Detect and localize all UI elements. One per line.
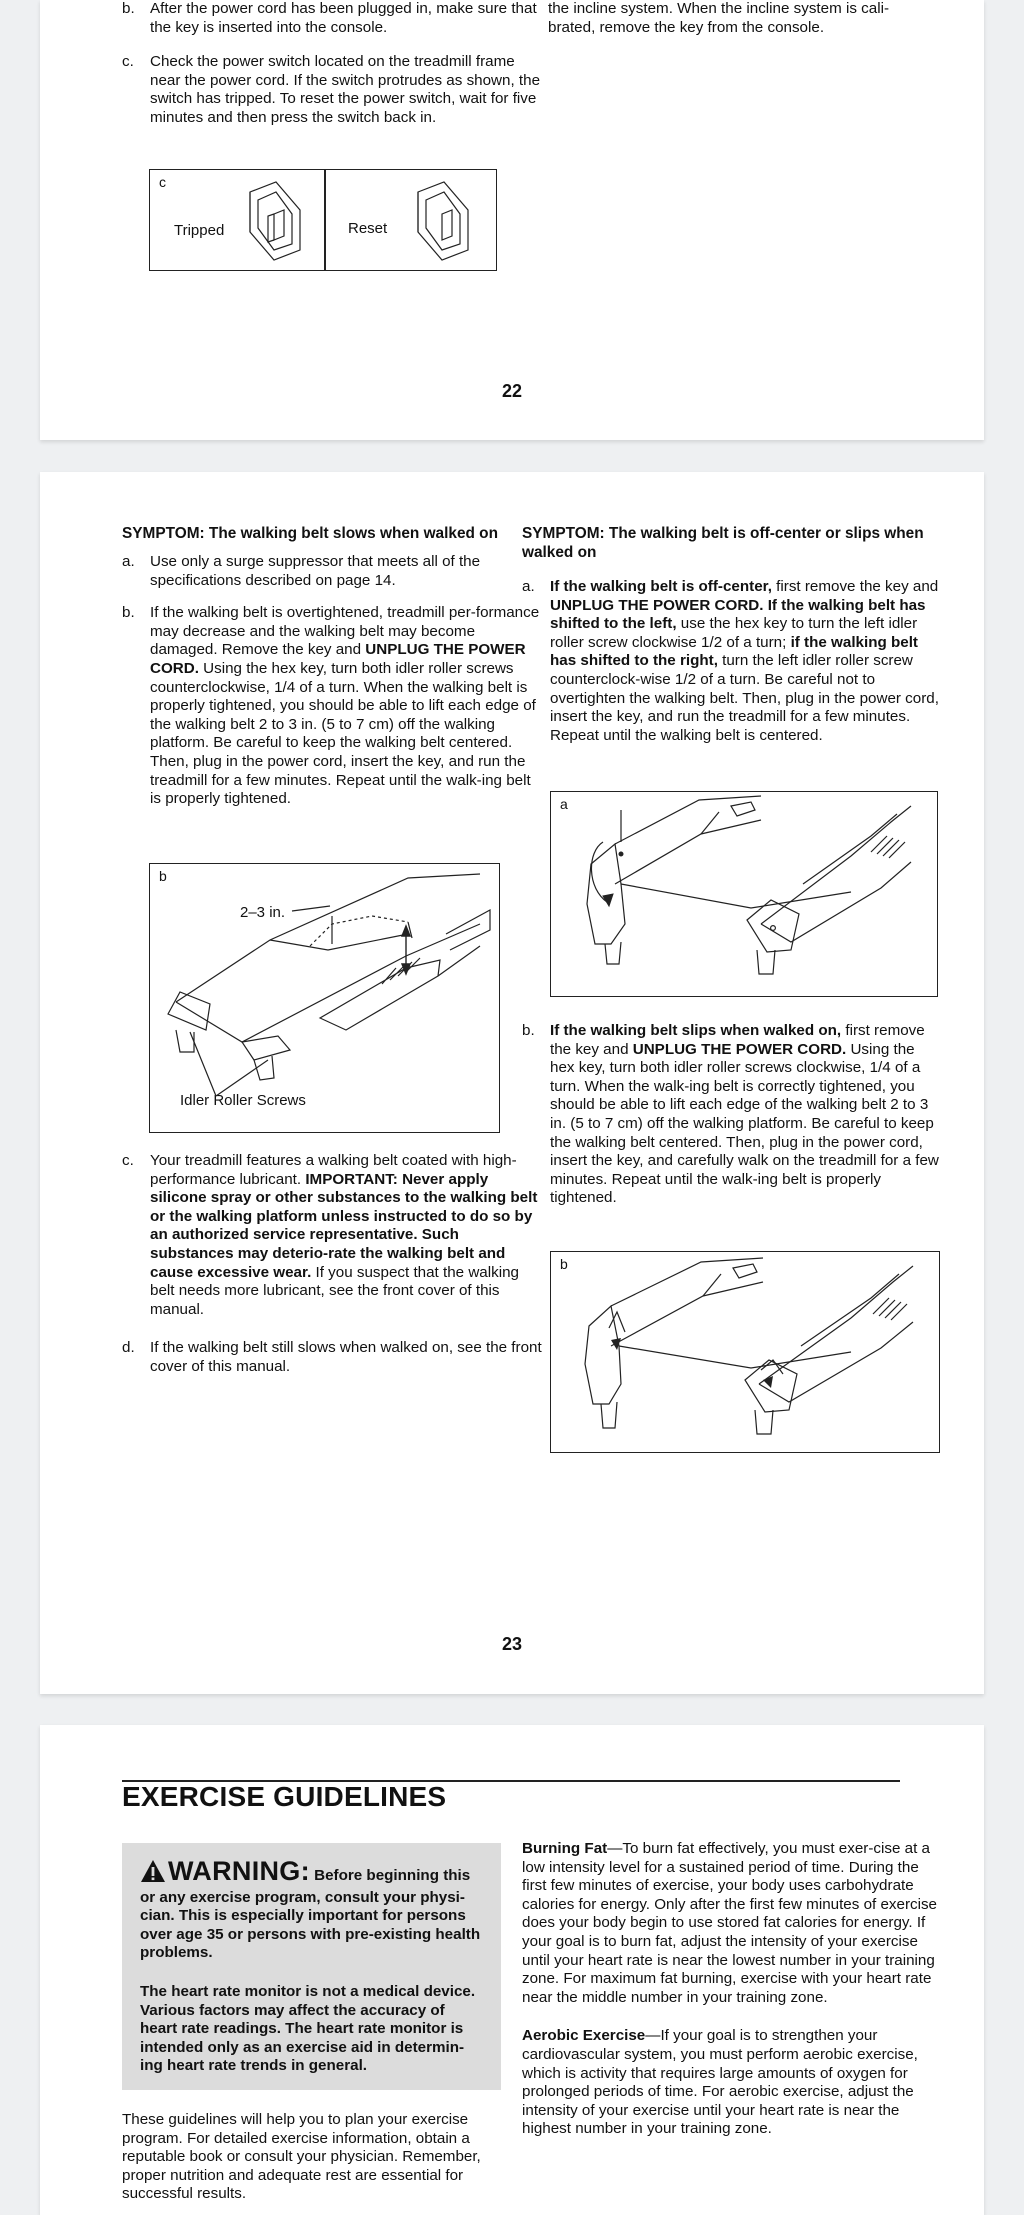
aerobic-exercise-paragraph: Aerobic Exercise—If your goal is to strengthen your cardiovascular system, you must perform aerobic exercise, which is activity that requires large amounts of oxygen for prolonged periods of time. For aerobic exercise, adjust the intensity of your exercise until your heart rate is near the highest number in your training zone. [522,2027,918,2138]
section-title: EXERCISE GUIDELINES [122,1781,447,1812]
page22-step-b: b. After the power cord has been plugged in, make sure that the key is inserted into the console. [122,0,537,36]
warning-text-1: Before beginning this or any exercise program, consult your physi-cian. This is especially important for persons over age 35 or persons with pre-existing health problems. [140,1867,481,1962]
intro-paragraph: These guidelines will help you to plan your exercise program. For detailed exercise information, obtain a reputable book or consult your physician. Remember, proper nutrition and adequate rest are essential for successful results. [122,2111,481,2203]
figure-letter: a [560,796,568,812]
page24-left-column [122,2111,502,2204]
warning-box [122,1843,501,2090]
burning-fat-paragraph: Burning Fat—To burn fat effectively, you must exer-cise at a low intensity level for a sustained period of time. During the first few minutes of exercise, your body uses carbohydrate calories for energy. Only after the first few minutes of exercise does your body begin to use stored fat calories for energy. If your goal is to burn fat, adjust the intensity of your exercise until your heart rate is near the lowest number in your training zone. For maximum fat burning, exercise with your heart rate near the middle number in your training zone. [522,1840,938,2006]
tripped-label: Tripped [174,222,225,239]
warning-triangle-icon [140,1859,166,1889]
power-switch-drawing [150,170,496,270]
symptom-heading-off-center: SYMPTOM: The walking belt is off-center or slips when walked on [522,525,924,561]
treadmill-rear-drawing-b [551,1252,939,1452]
page23-left-column-lower [122,1152,542,1391]
page22-left-column [122,0,542,142]
slows-step-c: c. Your treadmill features a walking belt coated with high-performance lubricant. IMPORTANT: Never apply silicone spray or other substances to the walking belt or the walking platform unless instructed to do so by an authorized service representative. Such substances may deterio-rate the walking belt and cause excessive wear. If you suspect that the walking belt needs more lubricant, see the front cover of this manual. [122,1152,538,1318]
page-number: 23 [501,1634,523,1654]
page24-right-column [522,1840,940,2159]
slows-step-b: b. If the walking belt is overtightened, treadmill per-formance may decrease and the walking belt may become damaged. Remove the key and UNPLUG THE POWER CORD. Using the hex key, turn both idler roller screws counterclockwise, 1/4 of a turn. When the walking belt is properly tightened, you should be able to lift each edge of the walking belt 2 to 3 in. (5 to 7 cm) off the walking platform. Be careful to keep the walking belt centered. Then, plug in the power cord, insert the key, and run the treadmill for a few minutes. Repeat until the walk-ing belt is properly tightened. [122,604,540,808]
offcenter-step-a: a. If the walking belt is off-center, first remove the key and UNPLUG THE POWER CORD. If the walking belt has shifted to the left, use the hex key to turn the left idler roller screw clockwise 1/2 of a turn; if the walking belt has shifted to the right, turn the left idler roller screw counterclock-wise 1/2 of a turn. Be careful not to overtighten the walking belt. Then, plug in the power cord, insert the key, and run the treadmill for a few minutes. Repeat until the walking belt is centered. [522,578,939,744]
slows-step-d: d. If the walking belt still slows when walked on, see the front cover of this manual. [122,1339,542,1375]
warning-heading: WARNING: [168,1856,310,1886]
figure-letter: b [159,868,167,884]
power-switch-figure [149,169,497,271]
manual-page-22 [40,0,984,440]
page23-right-column-lower [522,1022,940,1222]
page22-right-column [548,0,928,37]
page23-right-column [522,524,940,759]
treadmill-rear-drawing-a [551,792,937,996]
measure-label: 2–3 in. [240,904,286,921]
manual-page-exercise-guidelines [40,1725,984,2215]
page-number: 22 [501,381,523,401]
figure-letter: c [159,174,166,190]
both-idler-screws-figure [550,1251,940,1453]
page22-right-text: the incline system. When the incline system is cali-brated, remove the key from the console. [548,0,889,36]
manual-page-23 [40,472,984,1694]
idler-roller-caption: Idler Roller Screws [180,1092,306,1109]
symptom-heading-slows: SYMPTOM: The walking belt slows when walked on [122,525,498,542]
idler-roller-figure [149,863,500,1133]
reset-label: Reset [348,220,388,237]
figure-letter: b [560,1256,568,1272]
page23-left-column [122,524,542,823]
treadmill-belt-lift-drawing [150,864,499,1132]
left-idler-screw-figure [550,791,938,997]
page22-step-c: c. Check the power switch located on the treadmill frame near the power cord. If the switch protrudes as shown, the switch has tripped. To reset the power switch, wait for five minutes and then press the switch back in. [122,53,541,126]
slows-step-a: a. Use only a surge suppressor that meets all of the specifications described on page 14. [122,553,481,589]
slips-step-b: b. If the walking belt slips when walked on, first remove the key and UNPLUG THE POWER CORD. Using the hex key, turn both idler roller screws clockwise, 1/4 of a turn. When the walk-ing belt is correctly tightened, you should be able to lift each edge of the walking belt 2 to 3 in. (5 to 7 cm) off the walking platform. Be careful to keep the walking belt centered. Then, plug in the power cord, insert the key, and carefully walk on the treadmill for a few minutes. Repeat until the walk-ing belt is properly tightened. [522,1022,939,1207]
warning-text-2: The heart rate monitor is not a medical device. Various factors may affect the accuracy of heart rate readings. The heart rate monitor is intended only as an exercise aid in determin-ing heart rate trends in general. [140,1982,476,2075]
